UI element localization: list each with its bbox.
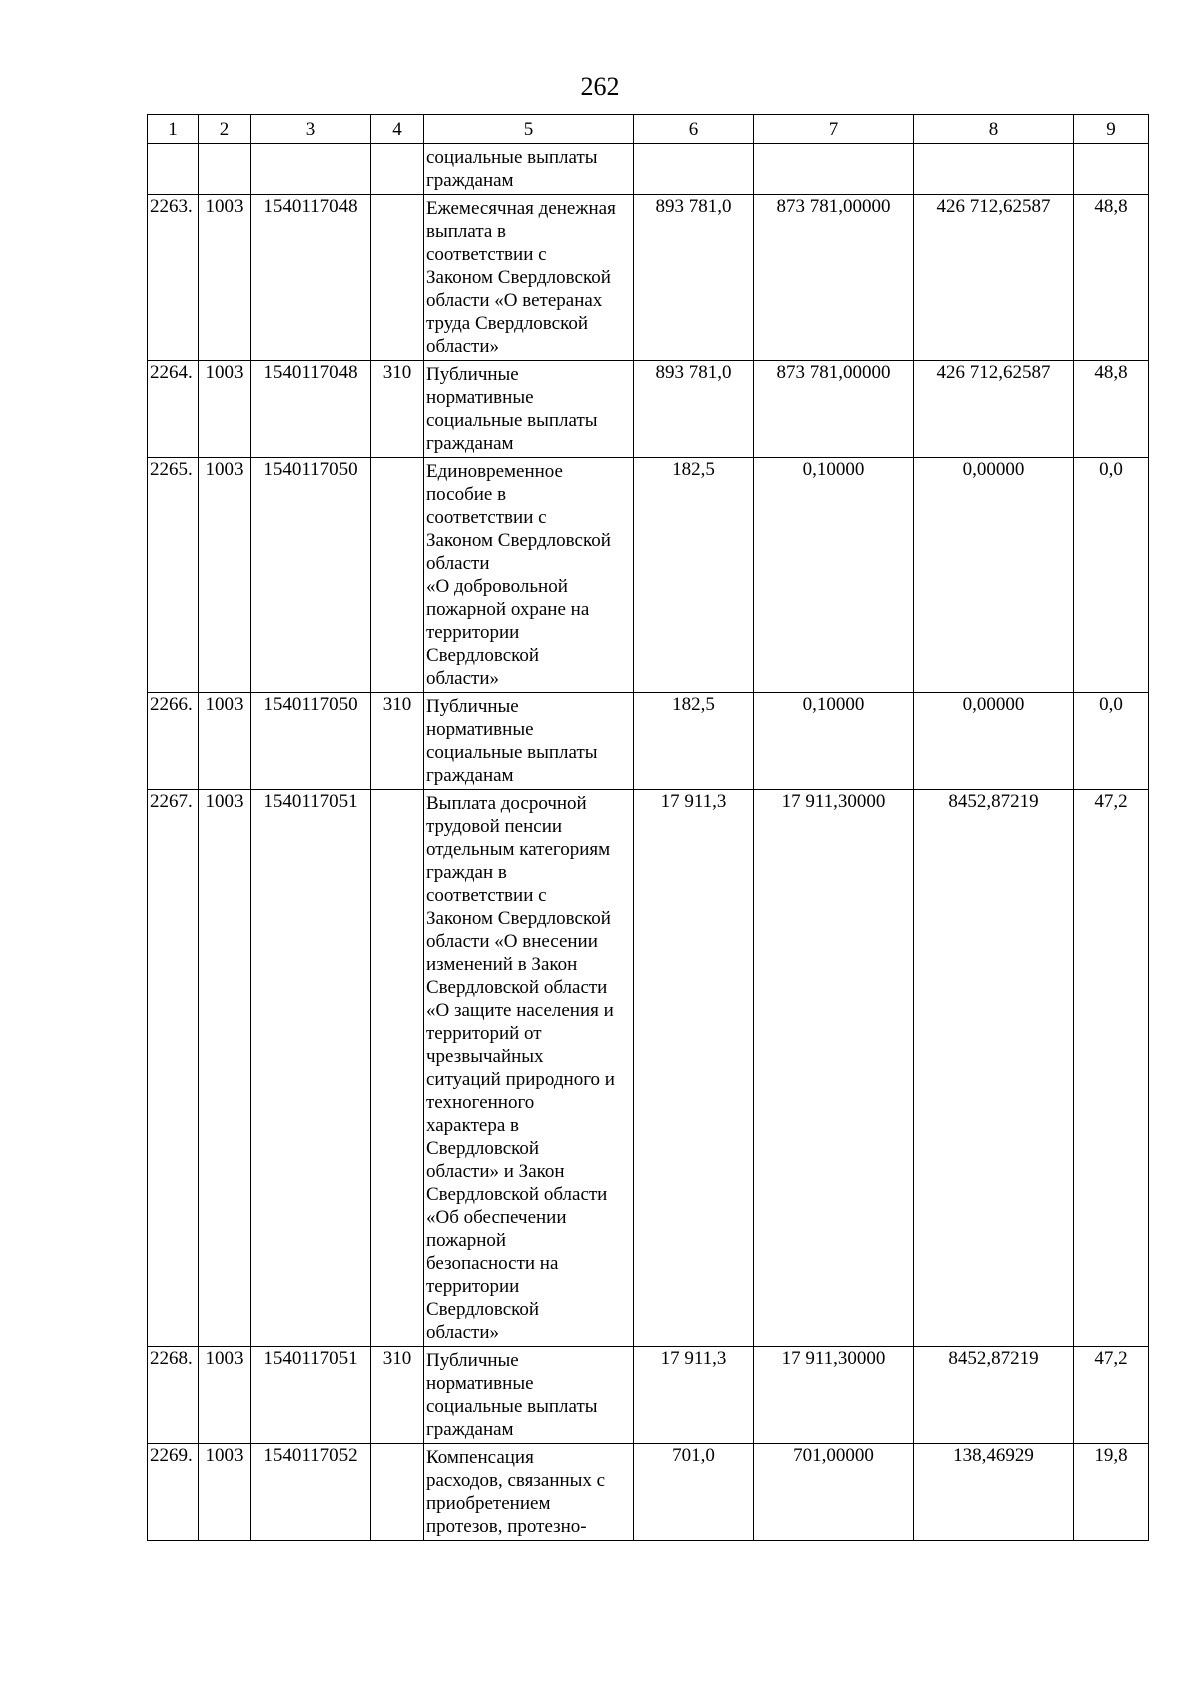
refined-amount-cell bbox=[754, 144, 914, 195]
section-code-cell: 1003 bbox=[199, 195, 251, 361]
header-cell: 4 bbox=[371, 115, 424, 144]
table-row bbox=[148, 195, 1149, 361]
refined-amount-cell: 17 911,30000 bbox=[754, 790, 914, 1347]
header-cell: 1 bbox=[148, 115, 199, 144]
plan-amount-cell: 17 911,3 bbox=[634, 790, 754, 1347]
budget-table bbox=[147, 114, 1149, 1541]
expense-type-cell bbox=[371, 790, 424, 1347]
plan-amount-cell: 893 781,0 bbox=[634, 195, 754, 361]
refined-amount-cell: 701,00000 bbox=[754, 1444, 914, 1541]
plan-amount-cell: 893 781,0 bbox=[634, 361, 754, 458]
target-article-cell: 1540117051 bbox=[251, 790, 371, 1347]
plan-amount-cell bbox=[634, 144, 754, 195]
header-cell: 8 bbox=[914, 115, 1074, 144]
plan-amount-cell: 182,5 bbox=[634, 458, 754, 693]
table-row bbox=[148, 693, 1149, 790]
refined-amount-cell: 873 781,00000 bbox=[754, 195, 914, 361]
execution-percent-cell: 47,2 bbox=[1074, 790, 1149, 1347]
row-number-cell bbox=[148, 144, 199, 195]
section-code-cell: 1003 bbox=[199, 790, 251, 1347]
executed-amount-cell: 138,46929 bbox=[914, 1444, 1074, 1541]
target-article-cell bbox=[251, 144, 371, 195]
expense-type-cell bbox=[371, 195, 424, 361]
row-number-cell: 2265. bbox=[148, 458, 199, 693]
executed-amount-cell: 0,00000 bbox=[914, 693, 1074, 790]
plan-amount-cell: 182,5 bbox=[634, 693, 754, 790]
plan-amount-cell: 701,0 bbox=[634, 1444, 754, 1541]
executed-amount-cell: 8452,87219 bbox=[914, 790, 1074, 1347]
section-code-cell: 1003 bbox=[199, 1347, 251, 1444]
header-cell: 2 bbox=[199, 115, 251, 144]
item-name-cell: Выплата досрочной трудовой пенсии отдельным категориям граждан в соответствии с Законом Свердловской области «О внесении изменений в Закон Свердловской области «О защите населения и территорий от чрезвычайных ситуаций природного и техногенного характера в Свердловской области» и Закон Свердловской области «Об обеспечении пожарной безопасности на территории Свердловской области» bbox=[424, 790, 634, 1347]
table-row bbox=[148, 1444, 1149, 1541]
executed-amount-cell: 0,00000 bbox=[914, 458, 1074, 693]
table-row bbox=[148, 361, 1149, 458]
plan-amount-cell: 17 911,3 bbox=[634, 1347, 754, 1444]
item-name-cell: социальные выплаты гражданам bbox=[424, 144, 634, 195]
execution-percent-cell: 19,8 bbox=[1074, 1444, 1149, 1541]
execution-percent-cell: 47,2 bbox=[1074, 1347, 1149, 1444]
refined-amount-cell: 0,10000 bbox=[754, 693, 914, 790]
section-code-cell: 1003 bbox=[199, 693, 251, 790]
section-code-cell: 1003 bbox=[199, 458, 251, 693]
item-name-cell: Публичные нормативные социальные выплаты гражданам bbox=[424, 693, 634, 790]
row-number-cell: 2269. bbox=[148, 1444, 199, 1541]
row-number-cell: 2266. bbox=[148, 693, 199, 790]
item-name-cell: Ежемесячная денежная выплата в соответствии с Законом Свердловской области «О ветеранах труда Свердловской области» bbox=[424, 195, 634, 361]
execution-percent-cell: 0,0 bbox=[1074, 693, 1149, 790]
executed-amount-cell: 426 712,62587 bbox=[914, 361, 1074, 458]
row-number-cell: 2268. bbox=[148, 1347, 199, 1444]
executed-amount-cell bbox=[914, 144, 1074, 195]
executed-amount-cell: 426 712,62587 bbox=[914, 195, 1074, 361]
expense-type-cell bbox=[371, 458, 424, 693]
header-cell: 7 bbox=[754, 115, 914, 144]
expense-type-cell: 310 bbox=[371, 1347, 424, 1444]
item-name-cell: Публичные нормативные социальные выплаты гражданам bbox=[424, 361, 634, 458]
target-article-cell: 1540117048 bbox=[251, 361, 371, 458]
target-article-cell: 1540117050 bbox=[251, 693, 371, 790]
table-row bbox=[148, 790, 1149, 1347]
table-row bbox=[148, 1347, 1149, 1444]
row-number-cell: 2263. bbox=[148, 195, 199, 361]
execution-percent-cell: 48,8 bbox=[1074, 195, 1149, 361]
expense-type-cell bbox=[371, 144, 424, 195]
refined-amount-cell: 0,10000 bbox=[754, 458, 914, 693]
page-number: 262 bbox=[580, 72, 620, 101]
executed-amount-cell: 8452,87219 bbox=[914, 1347, 1074, 1444]
execution-percent-cell bbox=[1074, 144, 1149, 195]
target-article-cell: 1540117050 bbox=[251, 458, 371, 693]
execution-percent-cell: 48,8 bbox=[1074, 361, 1149, 458]
header-cell: 6 bbox=[634, 115, 754, 144]
expense-type-cell: 310 bbox=[371, 361, 424, 458]
section-code-cell bbox=[199, 144, 251, 195]
target-article-cell: 1540117051 bbox=[251, 1347, 371, 1444]
execution-percent-cell: 0,0 bbox=[1074, 458, 1149, 693]
table-row bbox=[148, 458, 1149, 693]
section-code-cell: 1003 bbox=[199, 1444, 251, 1541]
header-cell: 9 bbox=[1074, 115, 1149, 144]
refined-amount-cell: 873 781,00000 bbox=[754, 361, 914, 458]
expense-type-cell bbox=[371, 1444, 424, 1541]
section-code-cell: 1003 bbox=[199, 361, 251, 458]
expense-type-cell: 310 bbox=[371, 693, 424, 790]
table-header-row bbox=[148, 115, 1149, 144]
item-name-cell: Публичные нормативные социальные выплаты гражданам bbox=[424, 1347, 634, 1444]
target-article-cell: 1540117052 bbox=[251, 1444, 371, 1541]
refined-amount-cell: 17 911,30000 bbox=[754, 1347, 914, 1444]
table-row bbox=[148, 144, 1149, 195]
item-name-cell: Единовременное пособие в соответствии с Законом Свердловской области «О добровольной пожарной охране на территории Свердловской области» bbox=[424, 458, 634, 693]
header-cell: 3 bbox=[251, 115, 371, 144]
row-number-cell: 2264. bbox=[148, 361, 199, 458]
target-article-cell: 1540117048 bbox=[251, 195, 371, 361]
row-number-cell: 2267. bbox=[148, 790, 199, 1347]
header-cell: 5 bbox=[424, 115, 634, 144]
item-name-cell: Компенсация расходов, связанных с приобретением протезов, протезно- bbox=[424, 1444, 634, 1541]
